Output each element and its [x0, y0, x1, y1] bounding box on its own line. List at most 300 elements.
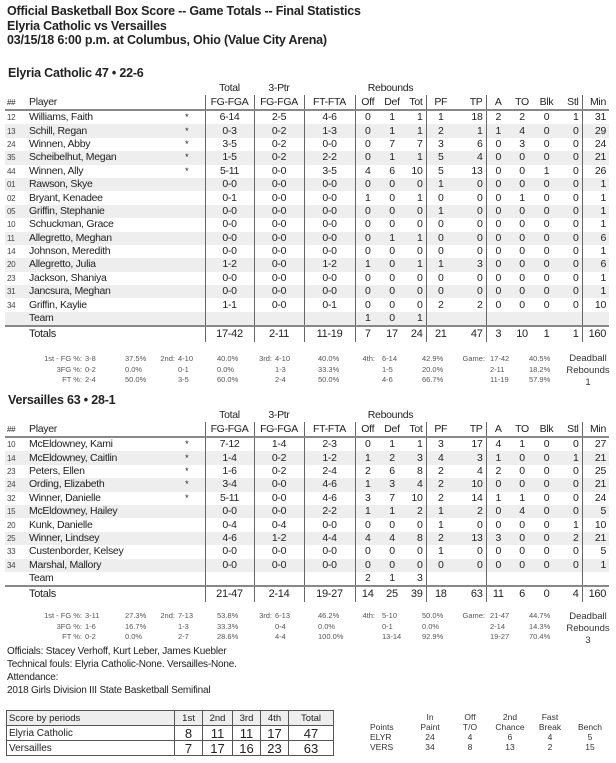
cell-stl: 0	[572, 191, 579, 204]
quarter-stat: 4th:	[362, 354, 375, 363]
quarter-stat: 19-27	[490, 632, 510, 641]
total-min: 160	[582, 326, 609, 342]
player-row	[5, 138, 609, 151]
quarter-stat: 0-4	[275, 621, 286, 631]
cell-pf: 1	[426, 258, 455, 271]
cell-a: 0	[486, 178, 510, 191]
cell-num: 35	[5, 151, 25, 164]
quarter-stat: 3-8	[85, 354, 96, 363]
cell-stl: 0	[559, 178, 582, 191]
periods-score: 8	[175, 726, 203, 741]
periods-q1: 1st	[175, 711, 203, 726]
cell-to: 0	[510, 178, 534, 191]
cell-starter	[169, 205, 205, 218]
player-row	[5, 437, 609, 451]
cell-pf: 2	[426, 492, 455, 505]
cell-min: 21	[582, 532, 609, 545]
pts-value: 13	[505, 742, 515, 752]
cell-starter	[169, 245, 205, 258]
cell-off: 0	[355, 124, 380, 137]
quarter-stat: 5-10	[382, 611, 398, 620]
cell-a: 1	[486, 451, 510, 464]
cell-starter: *	[169, 478, 205, 491]
cell-ft: 4-6	[304, 492, 355, 505]
cell-fg: 0-0	[205, 218, 254, 231]
cell-off: 0	[355, 559, 380, 572]
quarter-stat: 0.0%	[125, 632, 143, 641]
quarter-stat: 4-10	[178, 354, 194, 363]
quarter-stat: 0.0%	[125, 364, 143, 374]
cell-def: 1	[380, 124, 404, 137]
cell-fg3: 0-0	[254, 205, 304, 218]
cell-def: 7	[389, 491, 395, 504]
col-player: Player	[25, 422, 169, 437]
cell-name: Griffin, Kaylie	[29, 298, 87, 311]
cell-tot: 4	[404, 478, 426, 491]
periods-score: 23	[261, 741, 289, 756]
quarter-stat: 37.5%	[125, 354, 147, 363]
cell-def: 1	[380, 151, 404, 164]
cell-def: 6	[389, 464, 395, 477]
cell-pf: 2	[426, 465, 455, 478]
periods-q4: 4th	[261, 711, 289, 726]
cell-tot: 10	[411, 164, 423, 177]
attendance: Attendance:	[7, 672, 59, 683]
cell-def: 0	[380, 205, 404, 218]
quarter-stat: 28.6%	[217, 632, 239, 641]
cell-num: 14	[7, 247, 16, 257]
box-score-table-elyria	[5, 82, 609, 342]
cell-ft: 0-0	[304, 285, 355, 298]
total-stl: 4	[559, 586, 582, 602]
cell-tp: 0	[476, 218, 483, 231]
pts-value: 5	[587, 732, 593, 742]
cell-tp: 2	[476, 298, 483, 311]
cell-blk: 0	[534, 478, 559, 491]
player-row	[5, 110, 609, 124]
total-pf: 18	[426, 586, 455, 602]
pts-team: ELYR	[370, 732, 392, 742]
cell-fg3: 0-0	[254, 272, 304, 285]
cell-fg: 1-1	[205, 298, 254, 311]
cell-stl: 0	[572, 164, 579, 177]
cell-tp	[455, 572, 486, 586]
cell-fg	[205, 312, 254, 326]
cell-name: Kunk, Danielle	[29, 518, 93, 531]
cell-to: 0	[519, 164, 525, 177]
cell-tp: 0	[476, 518, 483, 531]
quarter-stat: 14.3%	[529, 621, 551, 631]
deadball-value: 1	[585, 377, 591, 388]
group-header-total: Total	[219, 409, 240, 421]
cell-ft: 0-1	[304, 298, 355, 311]
cell-ft: 2-4	[304, 465, 355, 478]
player-row	[5, 532, 609, 545]
cell-def: 0	[380, 559, 404, 572]
cell-stl: 0	[572, 545, 579, 558]
player-row	[5, 492, 609, 505]
cell-min: 21	[582, 151, 609, 164]
cell-blk: 0	[543, 438, 550, 451]
cell-def: 1	[389, 572, 395, 585]
cell-tp: 0	[455, 178, 486, 191]
cell-pf: 0	[426, 232, 455, 245]
cell-tp: 18	[471, 111, 483, 124]
cell-a: 4	[486, 437, 510, 451]
cell-fg3: 0-0	[254, 492, 304, 505]
col-fg3: FG-FGA	[254, 95, 304, 110]
pts-value: 4	[467, 732, 473, 742]
cell-stl: 0	[559, 559, 582, 572]
total-tot: 39	[404, 586, 426, 602]
cell-num: 23	[7, 273, 16, 283]
cell-num: 25	[5, 532, 25, 545]
cell-blk: 0	[543, 491, 550, 504]
cell-name: McEldowney, Caitlin	[25, 451, 169, 464]
periods-score: 17	[203, 741, 233, 756]
total-fg3: 2-11	[254, 326, 304, 342]
cell-fg3: 0-0	[254, 545, 304, 558]
cell-a: 1	[486, 492, 510, 505]
cell-a: 0	[486, 545, 510, 558]
cell-name: McEldowney, Kami	[29, 438, 113, 451]
periods-team: Versailles	[7, 741, 175, 756]
cell-to: 0	[510, 205, 534, 218]
cell-stl: 0	[559, 205, 582, 218]
total-name: Totals	[25, 326, 169, 342]
periods-total-score: 63	[289, 741, 334, 756]
total-def: 25	[380, 586, 404, 602]
cell-a: 0	[486, 205, 510, 218]
cell-min	[582, 312, 609, 326]
cell-min: 1	[582, 285, 609, 298]
cell-ft: 4-6	[304, 110, 355, 124]
cell-name: Rawson, Skye	[25, 178, 169, 191]
cell-name: Schill, Regan	[25, 124, 169, 137]
cell-def: 0	[380, 312, 404, 326]
quarter-stat: 3FG %:	[56, 621, 82, 631]
cell-fg: 0-0	[205, 272, 254, 285]
total-num	[5, 586, 25, 602]
periods-label: Score by periods	[7, 711, 175, 726]
cell-a: 0	[486, 285, 510, 298]
cell-def: 3	[380, 478, 404, 491]
cell-to: 0	[519, 298, 525, 311]
cell-min: 1	[582, 218, 609, 231]
cell-fg3: 0-0	[254, 298, 304, 311]
cell-tot: 0	[404, 285, 426, 298]
cell-starter: *	[169, 151, 205, 164]
cell-fg: 5-11	[205, 165, 254, 178]
col-to: TO	[510, 422, 534, 437]
col-tot: Tot	[404, 95, 426, 110]
report-header	[7, 4, 361, 48]
cell-min	[582, 572, 609, 586]
pts-team: VERS	[370, 742, 394, 752]
cell-def: 0	[380, 178, 404, 191]
cell-tp: 1	[455, 124, 486, 137]
cell-def: 0	[389, 518, 395, 531]
cell-def: 1	[389, 438, 395, 451]
cell-num: 31	[5, 285, 25, 298]
cell-off: 2	[355, 465, 380, 478]
cell-def: 0	[380, 258, 404, 271]
cell-starter	[169, 312, 205, 326]
cell-blk: 0	[543, 518, 550, 531]
quarter-stat: 44.7%	[529, 611, 551, 620]
quarter-stat: 57.9%	[529, 375, 551, 384]
cell-tp: 0	[476, 245, 483, 258]
cell-num: 24	[7, 139, 16, 149]
cell-def: 1	[389, 111, 395, 124]
quarter-stat: 0-1	[382, 621, 393, 631]
col-ft: FT-FTA	[304, 95, 355, 110]
cell-blk: 0	[543, 464, 550, 477]
cell-fg: 3-5	[205, 138, 254, 151]
cell-tot: 1	[416, 438, 423, 451]
cell-off: 3	[355, 492, 380, 505]
cell-blk	[534, 572, 559, 586]
cell-tot: 1	[416, 191, 423, 204]
col-ft: FT-FTA	[304, 422, 355, 437]
cell-pf: 0	[426, 245, 455, 258]
cell-tot: 1	[404, 312, 426, 326]
cell-blk: 0	[543, 545, 550, 558]
cell-off: 0	[355, 272, 380, 285]
cell-min: 5	[582, 545, 609, 558]
cell-tot: 0	[416, 218, 423, 231]
cell-tp: 4	[476, 464, 483, 477]
cell-to: 1	[519, 191, 525, 204]
player-row	[5, 205, 609, 218]
cell-name: Custenborder, Kelsey	[29, 545, 124, 558]
cell-a: 0	[486, 245, 510, 258]
cell-name: Bryant, Kenadee	[29, 191, 103, 204]
cell-fg3	[254, 572, 304, 586]
cell-a: 3	[486, 532, 510, 545]
cell-a: 0	[486, 165, 510, 178]
total-min: 160	[582, 586, 609, 602]
cell-name: Winnen, Ally	[29, 164, 84, 177]
cell-fg3: 2-5	[254, 110, 304, 124]
cell-pf: 5	[426, 151, 455, 164]
cell-min: 21	[582, 478, 609, 491]
cell-ft: 0-0	[304, 232, 355, 245]
cell-a: 0	[486, 232, 510, 245]
cell-starter: *	[185, 112, 189, 123]
cell-a: 0	[486, 518, 510, 531]
player-row	[5, 232, 609, 245]
cell-stl: 0	[572, 464, 579, 477]
cell-min: 31	[582, 110, 609, 124]
cell-pf: 1	[426, 545, 455, 558]
quarter-stat: 100.0%	[318, 632, 344, 641]
cell-ft: 4-4	[304, 532, 355, 545]
cell-tot: 0	[416, 298, 423, 311]
cell-fg: 0-0	[205, 178, 254, 191]
cell-num: 33	[7, 547, 16, 557]
cell-min: 1	[582, 245, 609, 258]
cell-tp: 6	[476, 137, 483, 150]
cell-to: 4	[510, 505, 534, 518]
quarter-stat: 3rd:	[259, 611, 272, 620]
cell-num: 34	[5, 559, 25, 572]
cell-to: 4	[510, 124, 534, 137]
cell-ft: 0-0	[304, 191, 355, 204]
total-tp: 63	[455, 586, 486, 602]
cell-min: 29	[582, 124, 609, 137]
cell-min: 26	[582, 165, 609, 178]
cell-starter: *	[169, 124, 205, 137]
cell-num: 13	[5, 124, 25, 137]
cell-pf: 4	[426, 451, 455, 464]
total-starter	[169, 586, 205, 602]
cell-a	[486, 312, 510, 326]
total-fg3: 2-14	[254, 586, 304, 602]
cell-tot: 1	[404, 124, 426, 137]
cell-fg	[205, 572, 254, 586]
cell-def: 1	[380, 232, 404, 245]
player-row	[5, 451, 609, 464]
cell-name: Marshal, Mallory	[25, 559, 169, 572]
cell-name: Scheibelhut, Megan	[25, 151, 169, 164]
cell-fg: 0-4	[205, 518, 254, 531]
quarter-stat: 27.3%	[125, 611, 147, 620]
pts-head: T/O	[462, 722, 478, 732]
report-title: Official Basketball Box Score -- Game Totals -- Final Statistics	[7, 4, 361, 18]
cell-starter	[169, 518, 205, 531]
cell-stl: 0	[559, 151, 582, 164]
cell-tp: 17	[471, 438, 483, 451]
cell-min: 24	[582, 138, 609, 151]
quarter-stat: 33.3%	[217, 621, 239, 631]
player-row	[5, 124, 609, 137]
quarter-stat: 92.9%	[422, 632, 444, 641]
cell-off: 0	[355, 110, 380, 124]
cell-min: 1	[582, 272, 609, 285]
cell-off: 1	[355, 191, 380, 204]
cell-def: 0	[389, 191, 395, 204]
cell-stl: 2	[559, 532, 582, 545]
cell-min: 24	[582, 492, 609, 505]
cell-ft: 1-2	[304, 451, 355, 464]
group-header-rebounds: Rebounds	[367, 409, 414, 421]
cell-num: 10	[7, 440, 16, 450]
cell-fg3: 0-0	[254, 191, 304, 204]
cell-fg3	[254, 312, 304, 326]
cell-ft: 1-3	[304, 124, 355, 137]
cell-a: 0	[486, 218, 510, 231]
cell-off: 1	[355, 451, 380, 464]
cell-tp: 0	[455, 285, 486, 298]
quarter-stat: 1-3	[178, 621, 189, 631]
cell-name: Allegretto, Julia	[25, 258, 169, 271]
cell-def: 0	[389, 271, 395, 284]
cell-num: 02	[7, 193, 16, 203]
cell-fg3: 0-0	[254, 218, 304, 231]
col-tot: Tot	[404, 422, 426, 437]
total-blk: 0	[534, 586, 559, 602]
cell-tot: 0	[404, 178, 426, 191]
cell-a: 1	[486, 124, 510, 137]
deadball-label-2: Rebounds	[566, 365, 610, 376]
team-rebounds-row	[5, 572, 609, 586]
cell-to: 0	[510, 232, 534, 245]
quarter-stat: 1-3	[275, 364, 286, 374]
cell-tot: 7	[416, 137, 423, 150]
col-to: TO	[510, 95, 534, 110]
team-rebounds-row	[5, 312, 609, 326]
cell-blk: 0	[534, 258, 559, 271]
cell-num: 24	[5, 478, 25, 491]
cell-off: 0	[355, 298, 380, 311]
cell-fg: 3-4	[205, 478, 254, 491]
player-row	[5, 298, 609, 311]
cell-ft: 2-2	[304, 151, 355, 164]
cell-a: 0	[486, 258, 510, 271]
cell-ft: 3-5	[304, 165, 355, 178]
cell-fg3: 0-2	[254, 451, 304, 464]
cell-pf	[426, 572, 455, 586]
quarter-stat: 6-14	[382, 354, 398, 363]
team-title-elyria: Elyria Catholic 47 • 22-6	[8, 66, 144, 80]
cell-blk: 0	[534, 178, 559, 191]
pts-value: 8	[467, 742, 473, 752]
cell-tp: 10	[455, 478, 486, 491]
quarter-stat: 11-19	[490, 375, 509, 384]
pts-value: 34	[425, 742, 435, 752]
quarter-stat: 4-10	[275, 354, 291, 363]
cell-tot: 0	[404, 205, 426, 218]
cell-tot: 1	[404, 232, 426, 245]
total-a: 3	[486, 326, 510, 342]
cell-to: 0	[510, 559, 534, 572]
cell-stl: 0	[572, 298, 579, 311]
cell-stl	[559, 312, 582, 326]
cell-name: Team	[25, 312, 169, 326]
cell-to	[510, 312, 534, 326]
cell-to	[510, 572, 534, 586]
periods-row-elyria	[7, 726, 334, 741]
cell-to: 0	[510, 532, 534, 545]
cell-pf: 1	[426, 178, 455, 191]
cell-fg3: 0-0	[254, 178, 304, 191]
total-ft: 19-27	[304, 586, 355, 602]
cell-fg: 0-1	[205, 191, 254, 204]
cell-fg3: 1-4	[254, 437, 304, 451]
cell-fg: 1-2	[205, 258, 254, 271]
cell-off: 0	[355, 151, 380, 164]
cell-tp: 0	[476, 191, 483, 204]
pts-head-label: Points	[370, 722, 394, 732]
cell-ft: 0-0	[304, 245, 355, 258]
cell-fg3: 0-0	[254, 258, 304, 271]
cell-fg3: 0-2	[254, 151, 304, 164]
total-pf: 21	[426, 326, 455, 342]
cell-blk: 0	[543, 271, 550, 284]
cell-fg: 0-0	[205, 245, 254, 258]
cell-stl: 0	[559, 478, 582, 491]
pts-row-vers	[370, 742, 610, 752]
cell-def: 6	[389, 164, 395, 177]
player-row	[5, 165, 609, 178]
cell-fg: 0-0	[205, 232, 254, 245]
quarter-stat: 1-6	[85, 621, 96, 631]
col-pf: PF	[426, 422, 455, 437]
cell-a: 2	[486, 110, 510, 124]
quarter-stat: 7-13	[178, 611, 194, 620]
cell-off: 0	[355, 232, 380, 245]
